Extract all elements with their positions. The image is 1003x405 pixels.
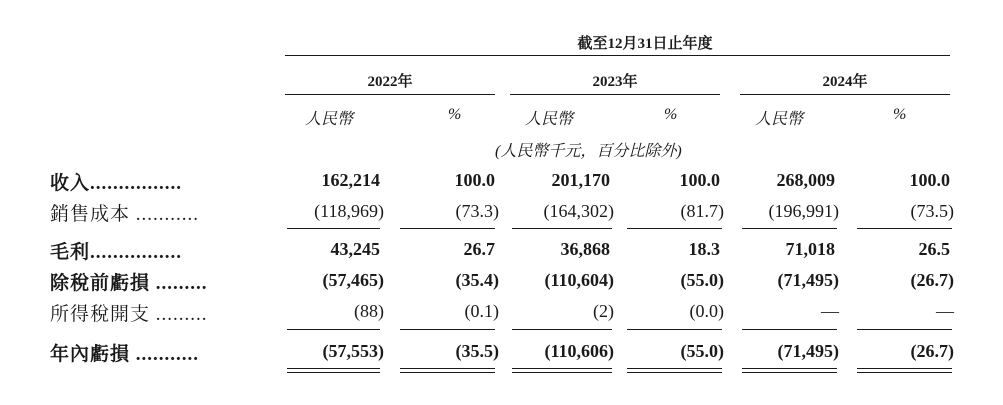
double-line-2022-pct-b (400, 372, 495, 373)
gross-profit-2022-amount: 43,245 (330, 239, 380, 259)
income-tax-2024-amount: — (821, 301, 839, 321)
gross-profit-2024-pct: 26.5 (918, 239, 950, 259)
loss-before-tax-2023-pct: (55.0) (680, 270, 724, 290)
total-line-2024-pct (857, 329, 952, 330)
income-tax-2023-pct: (0.0) (689, 301, 724, 321)
cost-2022-pct: (73.3) (455, 201, 499, 221)
subtotal-line-2023-pct (627, 228, 722, 229)
gross-profit-2023-amount: 36,868 (560, 239, 610, 259)
double-line-2022-amount-b (287, 372, 380, 373)
loss-for-year-2022-amount: (57,553) (322, 341, 384, 361)
double-line-2024-amount-a (742, 368, 837, 369)
income-tax-2023-amount: (2) (593, 301, 614, 321)
subtotal-line-2022-amount (287, 228, 380, 229)
double-line-2024-pct-a (857, 368, 952, 369)
loss-before-tax-2022-pct: (35.4) (455, 270, 499, 290)
loss-before-tax-2023-amount: (110,604) (544, 270, 614, 290)
unit-note: (人民幣千元，百分比除外) (495, 143, 682, 160)
col-pct-2022: % (448, 106, 462, 123)
loss-before-tax-2024-amount: (71,495) (777, 270, 839, 290)
income-tax-2024-pct: — (936, 301, 954, 321)
double-line-2024-pct-b (857, 372, 952, 373)
total-line-2023-amount (512, 329, 612, 330)
loss-for-year-2022-pct: (35.5) (455, 341, 499, 361)
loss-for-year-2023-amount: (110,606) (544, 341, 614, 361)
cost-2023-pct: (81.7) (680, 201, 724, 221)
gross-profit-2024-amount: 71,018 (785, 239, 835, 259)
revenue-2022-amount: 162,214 (321, 170, 380, 190)
double-line-2023-pct-a (627, 368, 722, 369)
revenue-2022-pct: 100.0 (454, 170, 495, 190)
year-2022: 2022年 (367, 74, 413, 90)
row-label-revenue: 收入................ (50, 173, 183, 194)
double-line-2023-amount-a (512, 368, 612, 369)
col-pct-2023: % (664, 106, 678, 123)
subtotal-line-2024-amount (742, 228, 837, 229)
total-line-2024-amount (742, 329, 837, 330)
year-2024-underline (740, 94, 950, 95)
cost-2022-amount: (118,969) (314, 201, 384, 221)
revenue-2023-pct: 100.0 (679, 170, 720, 190)
col-rmb-2023: 人民幣 (525, 111, 574, 128)
total-line-2022-pct (400, 329, 495, 330)
subtotal-line-2023-amount (512, 228, 612, 229)
row-label-loss-for-year: 年內虧損 ........... (50, 344, 200, 365)
loss-before-tax-2024-pct: (26.7) (910, 270, 954, 290)
total-line-2022-amount (287, 329, 380, 330)
year-2023: 2023年 (592, 74, 638, 90)
revenue-2023-amount: 201,170 (551, 170, 610, 190)
col-rmb-2022: 人民幣 (305, 111, 354, 128)
double-line-2022-pct-a (400, 368, 495, 369)
cost-2023-amount: (164,302) (543, 201, 614, 221)
double-line-2022-amount-a (287, 368, 380, 369)
cost-2024-amount: (196,991) (768, 201, 839, 221)
row-label-loss-before-tax: 除稅前虧損 ......... (50, 273, 208, 294)
loss-for-year-2024-amount: (71,495) (777, 341, 839, 361)
revenue-2024-pct: 100.0 (909, 170, 950, 190)
subtotal-line-2024-pct (857, 228, 952, 229)
cost-2024-pct: (73.5) (910, 201, 954, 221)
loss-for-year-2023-pct: (55.0) (680, 341, 724, 361)
row-label-cost-of-sales: 銷售成本 ........... (50, 204, 200, 225)
income-tax-2022-amount: (88) (354, 301, 384, 321)
loss-for-year-2024-pct: (26.7) (910, 341, 954, 361)
subtotal-line-2022-pct (400, 228, 495, 229)
row-label-income-tax: 所得稅開支 ......... (50, 304, 208, 325)
double-line-2023-pct-b (627, 372, 722, 373)
total-line-2023-pct (627, 329, 722, 330)
gross-profit-2022-pct: 26.7 (463, 239, 495, 259)
period-underline (285, 55, 950, 56)
row-label-gross-profit: 毛利................ (50, 242, 183, 263)
double-line-2023-amount-b (512, 372, 612, 373)
double-line-2024-amount-b (742, 372, 837, 373)
col-rmb-2024: 人民幣 (755, 111, 804, 128)
income-tax-2022-pct: (0.1) (464, 301, 499, 321)
gross-profit-2023-pct: 18.3 (688, 239, 720, 259)
period-header: 截至12月31日止年度 (577, 36, 713, 52)
year-2023-underline (510, 94, 720, 95)
loss-before-tax-2022-amount: (57,465) (322, 270, 384, 290)
year-2022-underline (285, 94, 495, 95)
col-pct-2024: % (893, 106, 907, 123)
revenue-2024-amount: 268,009 (776, 170, 835, 190)
year-2024: 2024年 (822, 74, 868, 90)
